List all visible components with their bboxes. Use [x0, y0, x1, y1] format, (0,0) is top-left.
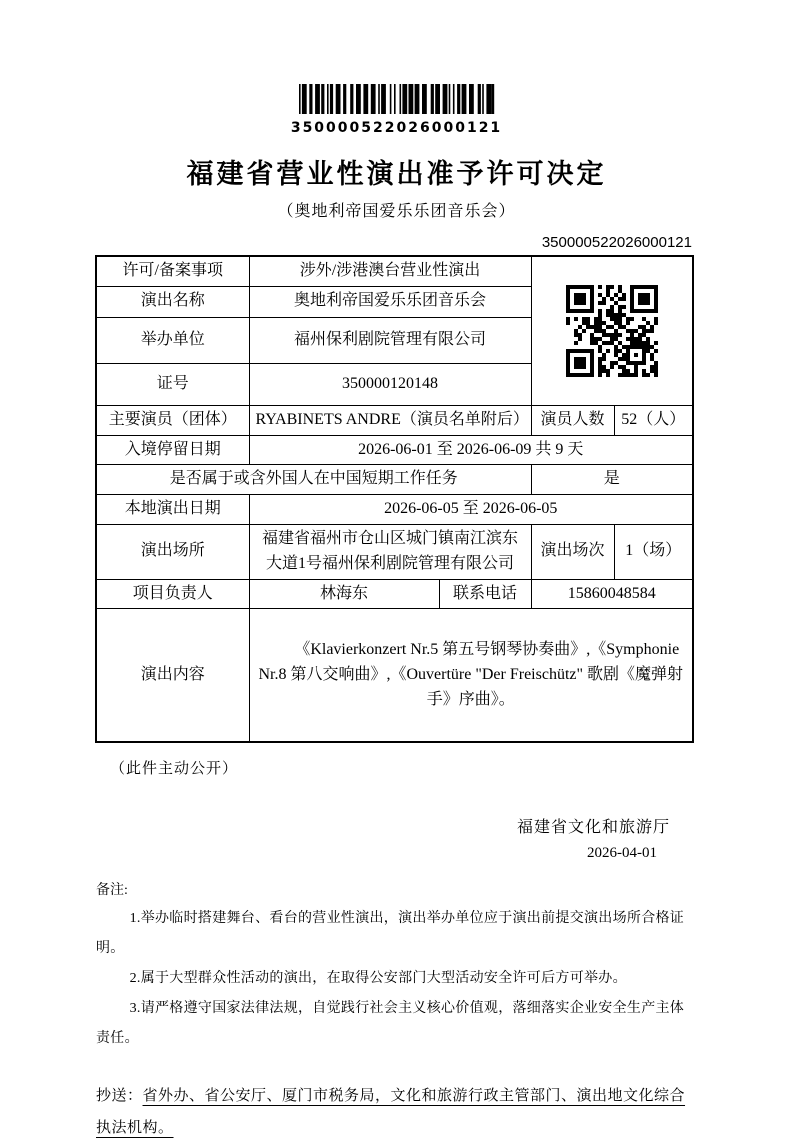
performance-name-value: 奥地利帝国爱乐乐团音乐会: [249, 286, 531, 317]
main-performers-label: 主要演员（团体）: [96, 405, 249, 435]
remarks-section: [96, 878, 696, 1054]
remark-item: 2.属于大型群众性活动的演出，在取得公安部门大型活动安全许可后方可举办。: [129, 970, 627, 986]
performer-count-label: 演员人数: [531, 405, 614, 435]
table-row: [96, 405, 693, 435]
issue-date: 2026-04-01: [587, 844, 657, 861]
remarks-label: 备注:: [96, 882, 128, 898]
local-performance-dates-value: 2026-06-05 至 2026-06-05: [249, 495, 693, 525]
content-value: 《Klavierkonzert Nr.5 第五号钢琴协奏曲》,《Symphonie Nr.8 第八交响曲》,《Ouvertüre "Der Freischütz" 歌剧《魔弹射手》序曲》。: [249, 609, 693, 742]
remark-item: 1.举办临时搭建舞台、看台的营业性演出，演出举办单位应于演出前提交演出场所合格证明。: [96, 910, 685, 956]
qr-cell: [531, 256, 693, 405]
short-term-work-value: 是: [531, 465, 693, 495]
performer-count-value: 52（人）: [614, 405, 693, 435]
table-row: [96, 256, 693, 286]
performance-name-label: 演出名称: [96, 286, 249, 317]
page-title: 福建省营业性演出准予许可决定: [186, 159, 607, 190]
permit-table: [95, 255, 694, 743]
phone-value: 15860048584: [531, 579, 693, 609]
permit-item-label: 许可/备案事项: [96, 256, 249, 286]
barcode-number: 350000522026000121: [290, 120, 503, 136]
main-performers-value: RYABINETS ANDRE（演员名单附后）: [249, 405, 531, 435]
sessions-value: 1（场）: [614, 524, 693, 579]
organizer-label: 举办单位: [96, 317, 249, 363]
permit-item-value: 涉外/涉港澳台营业性演出: [249, 256, 531, 286]
entry-stay-dates-label: 入境停留日期: [96, 435, 249, 465]
entry-stay-dates-value: 2026-06-01 至 2026-06-09 共 9 天: [249, 435, 693, 465]
table-row: [96, 435, 693, 465]
remark-item: 3.请严格遵守国家法律法规，自觉践行社会主义核心价值观，落细落实企业安全生产主体责任。: [96, 1000, 685, 1046]
cc-section: [96, 1080, 696, 1144]
table-row: [96, 495, 693, 525]
organizer-value: 福州保利剧院管理有限公司: [249, 317, 531, 363]
local-performance-dates-label: 本地演出日期: [96, 495, 249, 525]
page-subtitle: （奥地利帝国爱乐乐团音乐会）: [277, 203, 516, 220]
content-label: 演出内容: [96, 609, 249, 742]
serial-number: 350000522026000121: [541, 234, 692, 251]
cc-label: 抄送：: [96, 1087, 143, 1104]
barcode-block: [0, 0, 793, 136]
sessions-label: 演出场次: [531, 524, 614, 579]
table-row: [96, 465, 693, 495]
cc-value: 省外办、省公安厅、厦门市税务局，文化和旅游行政主管部门、演出地文化综合执法机构。: [96, 1087, 686, 1136]
project-manager-label: 项目负责人: [96, 579, 249, 609]
qr-code-icon: [538, 285, 687, 377]
table-row: [96, 609, 693, 742]
venue-value: 福建省福州市仓山区城门镇南江滨东大道1号福州保利剧院管理有限公司: [249, 524, 531, 579]
certificate-no-value: 350000120148: [249, 363, 531, 405]
phone-label: 联系电话: [439, 579, 531, 609]
project-manager-value: 林海东: [249, 579, 439, 609]
table-row: [96, 579, 693, 609]
disclosure-note: （此件主动公开）: [110, 760, 239, 777]
venue-label: 演出场所: [96, 524, 249, 579]
barcode-icon: [299, 84, 495, 114]
issuer-name: 福建省文化和旅游厅: [516, 818, 670, 836]
table-row: [96, 524, 693, 579]
certificate-no-label: 证号: [96, 363, 249, 405]
short-term-work-label: 是否属于或含外国人在中国短期工作任务: [96, 465, 531, 495]
